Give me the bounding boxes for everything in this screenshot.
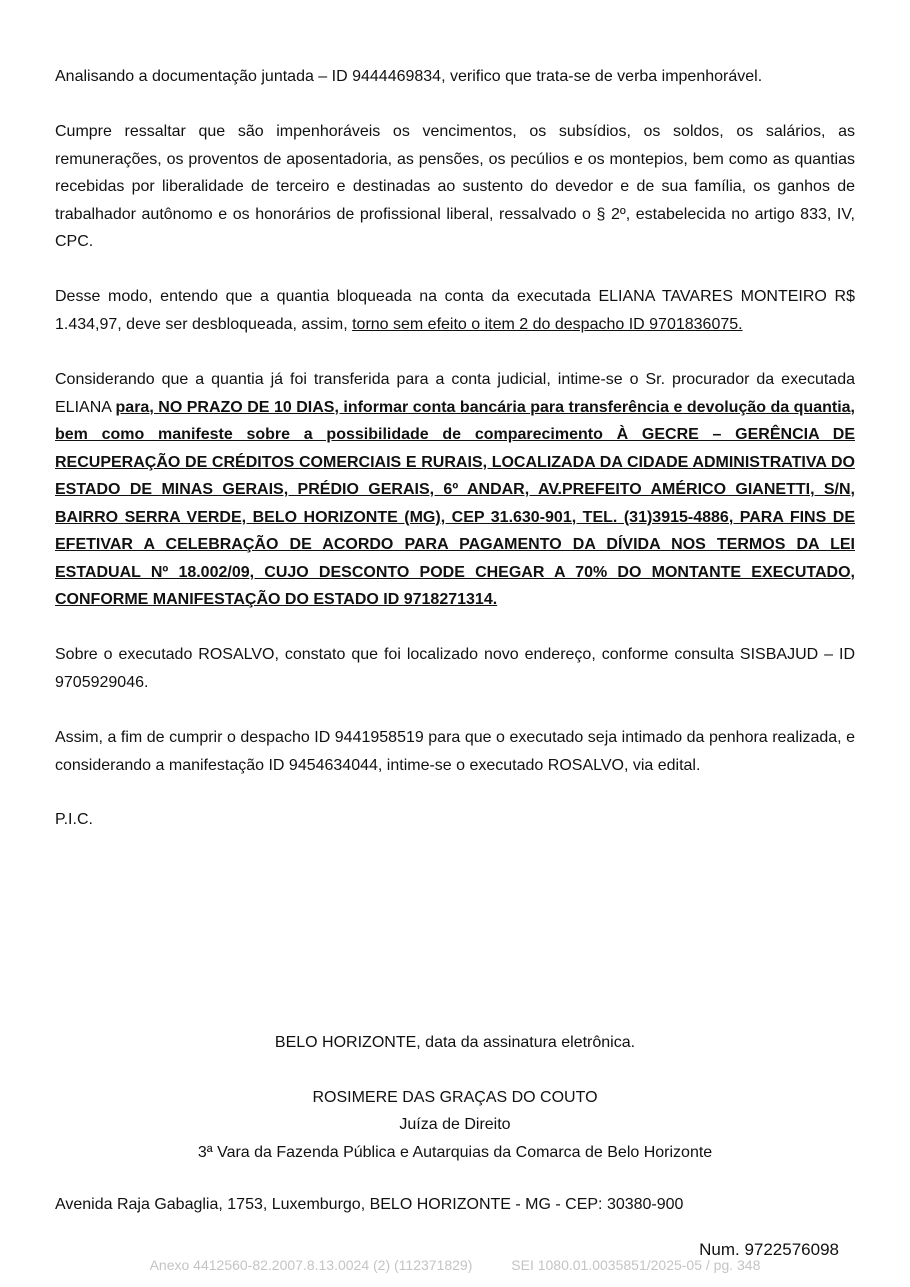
paragraph-pic: P.I.C. <box>55 811 93 828</box>
paragraph-desbloqueio-text: Desse modo, entendo que a quantia bloqueada na conta da executada ELIANA TAVARES MONTEIRO R$ 1.434,97, deve ser desbloqueada, assim, <box>55 288 855 333</box>
footer-annex: Anexo 4412560-82.2007.8.13.0024 (2) (112371829) <box>149 1257 473 1273</box>
paragraph-intimacao-bold: para, NO PRAZO DE 10 DIAS, informar conta bancária para transferência e devolução da quantia, bem como manifeste sobre a possibilidade de comparecimento À GECRE – GERÊNCIA DE RECUPERAÇÃO DE CRÉDITOS COMERCIAIS E RURAIS, LOCALIZADA DA CIDADE ADMINISTRATIVA DO ESTADO DE MINAS GERAIS, PRÉDIO GERAIS, 6º ANDAR, AV.PREFEITO AMÉRICO GIANETTI, S/N, BAIRRO SERRA VERDE, BELO HORIZONTE (MG), CEP 31.630-901, TEL. (31)3915-4886, PARA FINS DE EFETIVAR A CELEBRAÇÃO DE ACORDO PARA PAGAMENTO DA DÍVIDA NOS TERMOS DA LEI ESTADUAL Nº 18.002/09, CUJO DESCONTO PODE CHEGAR A 70% DO MONTANTE EXECUTADO, CONFORME MANIFESTAÇÃO DO ESTADO ID 9718271314. <box>55 398 855 608</box>
paragraph-intimacao-text: Considerando que a quantia já foi transferida para a conta judicial, intime-se o Sr. procurador da executada ELIANA <box>55 371 855 416</box>
paragraph-intimacao-eliana <box>55 366 855 614</box>
court-address: Avenida Raja Gabaglia, 1753, Luxemburgo, BELO HORIZONTE - MG - CEP: 30380-900 <box>55 1196 684 1213</box>
signature-court: 3ª Vara da Fazenda Pública e Autarquias da Comarca de Belo Horizonte <box>197 1144 713 1161</box>
signature-role: Juíza de Direito <box>399 1116 511 1133</box>
signature-name: ROSIMERE DAS GRAÇAS DO COUTO <box>312 1089 598 1106</box>
paragraph-desbloqueio-underlined: torno sem efeito o item 2 do despacho ID 9701836075. <box>352 315 743 333</box>
paragraph-rosalvo-endereco: Sobre o executado ROSALVO, constato que foi localizado novo endereço, conforme consulta SISBAJUD – ID 9705929046. <box>55 646 855 691</box>
paragraph-desbloqueio <box>55 283 855 338</box>
document-number: Num. 9722576098 <box>699 1240 839 1259</box>
footer-watermark <box>0 1256 910 1274</box>
footer-sei: SEI 1080.01.0035851/2025-05 / pg. 348 <box>511 1257 761 1273</box>
signature-place-date: BELO HORIZONTE, data da assinatura eletrônica. <box>274 1034 636 1051</box>
paragraph-documentation: Analisando a documentação juntada – ID 9444469834, verifico que trata-se de verba impenhorável. <box>55 68 763 85</box>
paragraph-rosalvo-edital: Assim, a fim de cumprir o despacho ID 9441958519 para que o executado seja intimado da penhora realizada, e considerando a manifestação ID 9454634044, intime-se o executado ROSALVO, via edital. <box>55 729 855 774</box>
paragraph-impenhoraveis: Cumpre ressaltar que são impenhoráveis os vencimentos, os subsídios, os soldos, os salários, as remunerações, os proventos de aposentadoria, as pensões, os pecúlios e os montepios, bem como as quantias recebidas por liberalidade de terceiro e destinadas ao sustento do devedor e de sua família, os ganhos de trabalhador autônomo e os honorários de profissional liberal, ressalvado o § 2º, estabelecida no artigo 833, IV, CPC. <box>55 123 855 250</box>
